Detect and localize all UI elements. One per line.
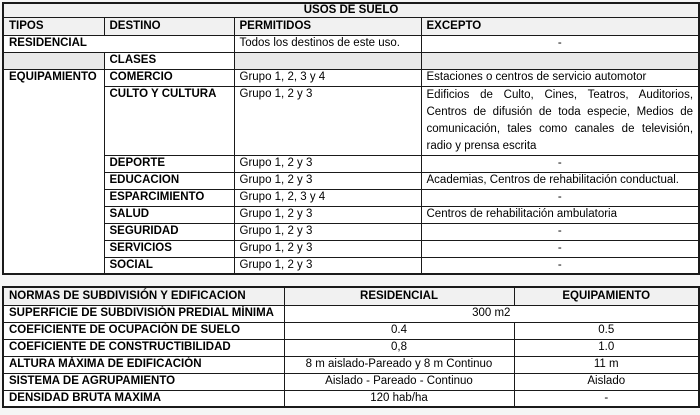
- land-use-table: [2, 2, 700, 275]
- destino-cell: EDUCACION: [104, 172, 234, 189]
- tipo-cell-residencial: RESIDENCIAL: [3, 35, 234, 52]
- table-row-esparcimiento: [3, 189, 699, 206]
- table-row-residencial: [3, 35, 699, 52]
- destino-cell: ESPARCIMIENTO: [104, 189, 234, 206]
- permitidos-cell: Grupo 1, 2, 3 y 4: [234, 189, 421, 206]
- column-header-excepto: EXCEPTO: [421, 17, 699, 35]
- destino-cell-clases: CLASES: [104, 52, 234, 69]
- column-header-permitidos: PERMITIDOS: [234, 17, 421, 35]
- destino-cell: SOCIAL: [104, 257, 234, 274]
- tipo-cell-equipamiento: EQUIPAMIENTO: [3, 69, 104, 274]
- norms-label-cell: SUPERFICIE DE SUBDIVISIÓN PREDIAL MÍNIMA: [3, 305, 284, 322]
- norms-header-residencial: RESIDENCIAL: [284, 287, 514, 305]
- column-header-row: [3, 17, 699, 35]
- norms-header-row: [3, 287, 699, 305]
- excepto-cell: Edificios de Culto, Cines, Teatros, Auditorios, Centros de difusión de toda especie, Medios de comunicación, tales como canales de televisión, radio y prensa escrita: [421, 86, 699, 155]
- norms-equipamiento-cell: 11 m: [514, 356, 699, 373]
- destino-cell: CULTO Y CULTURA: [104, 86, 234, 155]
- excepto-cell: -: [421, 35, 699, 52]
- permitidos-cell: Grupo 1, 2 y 3: [234, 86, 421, 155]
- permitidos-cell: Todos los destinos de este uso.: [234, 35, 421, 52]
- table-row-comercio: [3, 69, 699, 86]
- permitidos-cell: Grupo 1, 2 y 3: [234, 172, 421, 189]
- table-row-culto-y-cultura: [3, 86, 699, 155]
- norms-equipamiento-cell: Aislado: [514, 373, 699, 390]
- norms-equipamiento-cell: 1.0: [514, 339, 699, 356]
- column-header-tipos: TIPOS: [3, 17, 104, 35]
- empty-cell: [421, 52, 699, 69]
- norms-header-label: NORMAS DE SUBDIVISIÓN Y EDIFICACION: [3, 287, 284, 305]
- norms-residencial-cell: 0,8: [284, 339, 514, 356]
- excepto-cell: -: [421, 223, 699, 240]
- norms-header-equipamiento: EQUIPAMIENTO: [514, 287, 699, 305]
- destino-cell: SALUD: [104, 206, 234, 223]
- destino-cell: SERVICIOS: [104, 240, 234, 257]
- norms-equipamiento-cell: -: [514, 390, 699, 407]
- norms-equipamiento-cell: 0.5: [514, 322, 699, 339]
- empty-cell: [3, 52, 104, 69]
- empty-cell: [234, 52, 421, 69]
- norms-row-constructibilidad: [3, 339, 699, 356]
- norms-label-cell: ALTURA MÁXIMA DE EDIFICACIÓN: [3, 356, 284, 373]
- permitidos-cell: Grupo 1, 2 y 3: [234, 223, 421, 240]
- excepto-cell: Estaciones o centros de servicio automotor: [421, 69, 699, 86]
- norms-row-densidad: [3, 390, 699, 407]
- norms-row-ocupacion: [3, 322, 699, 339]
- norms-label-cell: COEFICIENTE DE OCUPACIÓN DE SUELO: [3, 322, 284, 339]
- permitidos-cell: Grupo 1, 2 y 3: [234, 240, 421, 257]
- norms-residencial-cell: 0.4: [284, 322, 514, 339]
- table-row-salud: [3, 206, 699, 223]
- table-row-seguridad: [3, 223, 699, 240]
- permitidos-cell: Grupo 1, 2 y 3: [234, 155, 421, 172]
- table-row-servicios: [3, 240, 699, 257]
- norms-residencial-cell: Aislado - Pareado - Continuo: [284, 373, 514, 390]
- excepto-cell: Centros de rehabilitación ambulatoria: [421, 206, 699, 223]
- norms-row-agrupamiento: [3, 373, 699, 390]
- norms-merged-value-cell: 300 m2: [284, 305, 699, 322]
- permitidos-cell: Grupo 1, 2, 3 y 4: [234, 69, 421, 86]
- destino-cell: COMERCIO: [104, 69, 234, 86]
- norms-residencial-cell: 8 m aislado-Pareado y 8 m Continuo: [284, 356, 514, 373]
- table-row-deporte: [3, 155, 699, 172]
- norms-row-altura: [3, 356, 699, 373]
- norms-label-cell: DENSIDAD BRUTA MAXIMA: [3, 390, 284, 407]
- permitidos-cell: Grupo 1, 2 y 3: [234, 206, 421, 223]
- excepto-cell: Academias, Centros de rehabilitación conductual.: [421, 172, 699, 189]
- excepto-cell: -: [421, 155, 699, 172]
- norms-label-cell: COEFICIENTE DE CONSTRUCTIBILIDAD: [3, 339, 284, 356]
- table-row-educacion: [3, 172, 699, 189]
- excepto-cell: -: [421, 189, 699, 206]
- column-header-destino: DESTINO: [104, 17, 234, 35]
- table-title-row: [3, 3, 699, 17]
- excepto-cell: -: [421, 257, 699, 274]
- table-title: USOS DE SUELO: [3, 3, 699, 17]
- norms-label-cell: SISTEMA DE AGRUPAMIENTO: [3, 373, 284, 390]
- subdivision-norms-table: [2, 286, 700, 408]
- norms-residencial-cell: 120 hab/ha: [284, 390, 514, 407]
- destino-cell: DEPORTE: [104, 155, 234, 172]
- table-row-clases: [3, 52, 699, 69]
- destino-cell: SEGURIDAD: [104, 223, 234, 240]
- table-row-social: [3, 257, 699, 274]
- norms-row-superficie: [3, 305, 699, 322]
- excepto-cell: -: [421, 240, 699, 257]
- permitidos-cell: Grupo 1, 2 y 3: [234, 257, 421, 274]
